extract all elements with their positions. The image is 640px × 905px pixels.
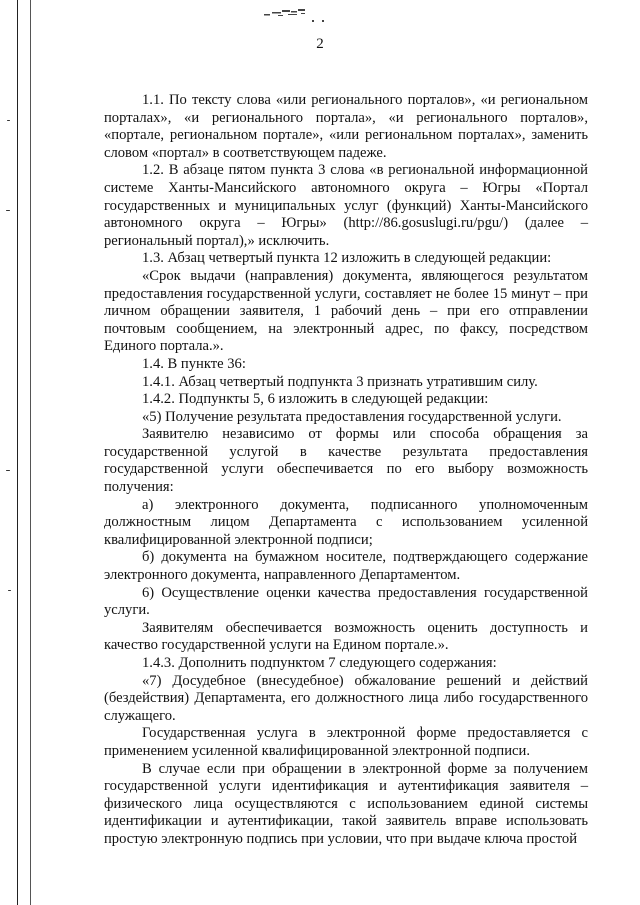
scan-speck xyxy=(8,590,11,591)
paragraph-option-a: а) электронного документа, подписанного уполномоченным должностным лицом Департамента с использованием усиленной квалифицированной электронной подписи; xyxy=(104,496,588,548)
scan-speck xyxy=(6,470,10,471)
scan-edge-line-2 xyxy=(30,0,31,905)
scan-edge-line-1 xyxy=(17,0,18,905)
paragraph-1-3: 1.3. Абзац четвертый пункта 12 изложить в следующей редакции: xyxy=(142,250,552,267)
stamp-blot xyxy=(260,4,340,26)
paragraph-1-2: 1.2. В абзаце пятом пункта 3 слова «в региональной информационной системе Ханты-Мансийского автономного округа – Югры «Портал государственных и муниципальных услуг (функций) Ханты-Мансийского автономного округа – Югры» (http://86.gosuslugi.ru/pgu/) (далее – региональный портал),» исключить. xyxy=(104,162,588,249)
paragraph-subitem-7: «7) Досудебное (внесудебное) обжалование решений и действий (бездействия) Департамента, его должностного лица либо государственного служащего. xyxy=(104,672,588,724)
document-body xyxy=(104,92,588,849)
paragraph-subitem-6: 6) Осуществление оценки качества предоставления государственной услуги. xyxy=(104,584,588,619)
paragraph-applicant: Заявителю независимо от формы или способа обращения за государственной услугой в качестве результата предоставления государственной услуги обеспечивается по его выбору возможность получения: xyxy=(104,426,588,496)
scan-speck xyxy=(7,120,10,121)
paragraph-option-b: б) документа на бумажном носителе, подтверждающего содержание электронного документа, направленного Департаментом. xyxy=(104,549,588,584)
paragraph-1-4-2: 1.4.2. Подпункты 5, 6 изложить в следующей редакции: xyxy=(142,391,489,408)
paragraph-1-1: 1.1. По тексту слова «или регионального порталов», «и региональном порталах», «и регионального портала», «и регионального порталов», «портале, региональном портале», «или региональном порталах», заменить словом «портал» в соответствующем падеже. xyxy=(104,92,588,161)
paragraph-1-4-3: 1.4.3. Дополнить подпунктом 7 следующего содержания: xyxy=(142,655,497,671)
page-number: 2 xyxy=(316,36,324,52)
paragraph-electronic-form: Государственная услуга в электронной форме предоставляется с применением усиленной квалифицированной электронной подписи. xyxy=(104,725,588,759)
paragraph-1-4: 1.4. В пункте 36: xyxy=(142,355,246,372)
paragraph-1-4-1: 1.4.1. Абзац четвертый подпункта 3 признать утратившим силу. xyxy=(142,373,538,390)
scan-speck xyxy=(6,210,10,211)
paragraph-subitem-5: «5) Получение результата предоставления государственной услуги. xyxy=(142,408,562,425)
paragraph-assessment: Заявителям обеспечивается возможность оценить доступность и качество государственной услуги на Едином портале.». xyxy=(104,619,588,654)
paragraph-identification: В случае если при обращении в электронной форме за получением государственной услуги идентификация и аутентификация заявителя – физического лица осуществляются с использованием единой системы идентификации и аутентификации, такой заявитель вправе использовать простую электронную подпись при условии, что при выдаче ключа простой xyxy=(104,760,588,847)
paragraph-1-3-quote: «Срок выдачи (направления) документа, являющегося результатом предоставления государственной услуги, составляет не более 15 минут – при личном обращении заявителя, 1 рабочий день – при его отправлении почтовым сообщением, на электронный адрес, по факсу, посредством Единого портала.». xyxy=(104,267,588,355)
